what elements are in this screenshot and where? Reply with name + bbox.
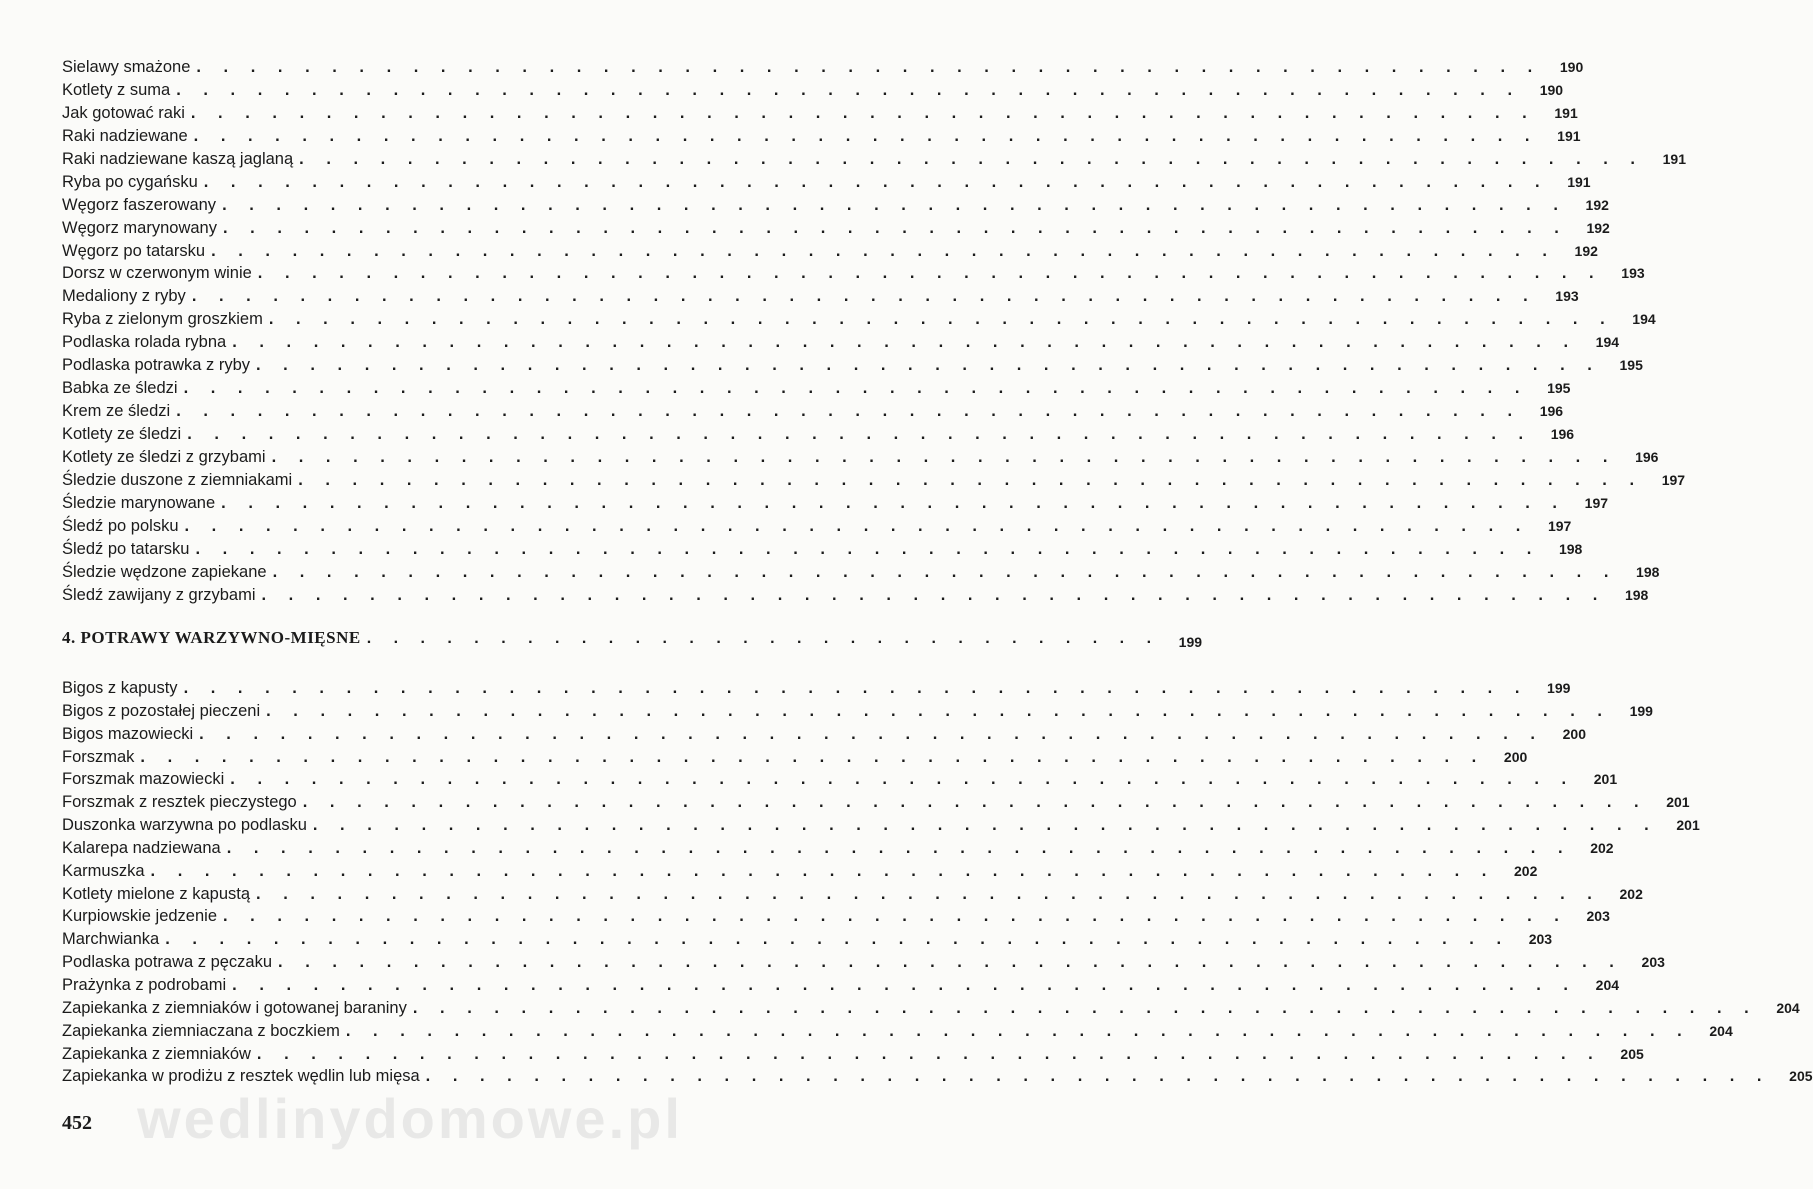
toc-entry	[62, 102, 1578, 125]
dot-leader: . . . . . . . . . . . . . . . . . . . . . . . . . . . . . . . . . . . . . . . . . . . . . . . . . .	[412, 998, 1758, 1017]
toc-entry	[62, 354, 1643, 377]
toc-entry	[62, 469, 1686, 492]
entry-title: Prażynka z podrobami	[62, 975, 227, 994]
toc-entry	[62, 400, 1564, 423]
toc-entry	[62, 584, 1649, 607]
toc-entry	[62, 240, 1598, 263]
toc-entry	[62, 262, 1645, 285]
dot-leader: . . . . . . . . . . . . . . . . . . . . . . . . . . . . . . . . . . . . . . . . . . . . . . . . . .	[190, 103, 1536, 122]
dot-leader: . . . . . . . . . . . . . . . . . . . . . . . . . . . . . . . . . . . . . . . . . . . . . . . . . .	[193, 126, 1539, 145]
dot-leader: . . . . . . . . . . . . . . . . . . . . . . . . . . . . . . . . . . . . . . . . . . . . . . . . . .	[223, 907, 1568, 926]
dot-leader: . . . . . . . . . . . . . . . . . . . . . . . . . . . . . . . . . . . . . . . . . . . . . . . . . .	[266, 701, 1611, 720]
toc-entry	[62, 331, 1620, 354]
dot-leader: . . . . . . . . . . . . . . . . . . . . . . . . . . . . . . . . . . . . . . . . . . . . . . . . . .	[425, 1067, 1771, 1086]
dot-leader: . . . . . . . . . . . . . . . . . . . . . . . . . . . . . . . . . . . . . . . . . . . . . . . . . .	[176, 80, 1522, 99]
dot-leader: . . . . . . . . . . . . . . . . . . . . . . . . . . . . . . . . . . . . . . . . . . . . . . . . . .	[140, 747, 1486, 766]
entry-title: Marchwianka	[62, 930, 160, 949]
dot-leader: . . . . . . . . . . . . . . . . . . . . . . . . . . . . . . . . . . . . . . . . . . . . . . . . . .	[221, 493, 1567, 512]
dot-leader: . . . . . . . . . . . . . . . . . . . . . . . . . . . . . . . . . . . . . . . . . . . . . . . . . .	[256, 884, 1601, 903]
entry-page-number: 204	[1595, 976, 1620, 993]
dot-leader: . . . . . . . . . . . . . . . . . . . . . . . . . . . . . . . . . . . . . . . . . . . . . . . . . .	[268, 310, 1614, 329]
entry-page-number: 197	[1584, 494, 1609, 511]
dot-leader: . . . . . . . . . . . . . . . . . . . . . . . . . . . . . .	[366, 630, 1161, 647]
entry-title: Sielawy smażone	[62, 58, 191, 76]
toc-entry	[62, 446, 1659, 469]
entry-title: Śledzie duszone z ziemniakami	[62, 470, 293, 489]
entry-title: Zapiekanka z ziemniaków i gotowanej baraniny	[62, 998, 407, 1017]
toc-entry	[62, 377, 1571, 400]
dot-leader: . . . . . . . . . . . . . . . . . . . . . . . . . . . . . . . . . . . . . . . . . . . . . . . . . .	[150, 861, 1496, 880]
dot-leader: . . . . . . . . . . . . . . . . . . . . . . . . . . . . . . . . . . . . . . . . . . . . . . . . . .	[226, 838, 1572, 857]
entry-title: Forszmak z resztek pieczystego	[62, 793, 297, 812]
entry-page-number: 197	[1661, 471, 1686, 488]
entry-page-number: 192	[1574, 242, 1598, 259]
dot-leader: . . . . . . . . . . . . . . . . . . . . . . . . . . . . . . . . . . . . . . . . . . . . . . . . . .	[187, 425, 1533, 443]
entry-title: Ryba z zielonym groszkiem	[62, 310, 263, 329]
entry-page-number: 194	[1595, 334, 1620, 351]
entry-title: Forszmak	[62, 747, 135, 766]
dot-leader: . . . . . . . . . . . . . . . . . . . . . . . . . . . . . . . . . . . . . . . . . . . . . . . . . .	[196, 58, 1542, 76]
toc-entry	[62, 951, 1665, 974]
entry-page-number: 190	[1559, 59, 1584, 75]
entry-page-number: 204	[1776, 999, 1800, 1016]
section-heading	[62, 625, 1203, 651]
entry-page-number: 198	[1624, 586, 1649, 603]
entry-title: Węgorz po tatarsku	[62, 241, 206, 260]
section-title: 4. POTRAWY WARZYWNO-MIĘSNE	[62, 628, 361, 647]
toc-entry	[62, 974, 1620, 997]
toc-entry	[62, 746, 1528, 769]
entry-page-number: 200	[1562, 725, 1586, 742]
toc-entry	[62, 171, 1591, 194]
entry-page-number: 191	[1662, 150, 1686, 167]
entry-page-number: 195	[1619, 357, 1643, 374]
toc-entry	[62, 791, 1690, 814]
entry-page-number: 202	[1590, 839, 1614, 856]
dot-leader: . . . . . . . . . . . . . . . . . . . . . . . . . . . . . . . . . . . . . . . . . . . . . . . . . .	[257, 264, 1603, 283]
entry-title: Węgorz faszerowany	[62, 195, 217, 214]
dot-leader: . . . . . . . . . . . . . . . . . . . . . . . . . . . . . . . . . . . . . . . . . . . . . . . . . .	[165, 930, 1511, 949]
dot-leader: . . . . . . . . . . . . . . . . . . . . . . . . . . . . . . . . . . . . . . . . . . . . . . . . . .	[261, 585, 1607, 604]
toc-entry	[62, 515, 1572, 538]
watermark: wedlinydomowe.pl	[137, 1087, 683, 1150]
toc-entry	[62, 677, 1571, 700]
entry-page-number: 191	[1557, 127, 1581, 144]
dot-leader: . . . . . . . . . . . . . . . . . . . . . . . . . . . . . . . . . . . . . . . . . . . . . . . . . .	[271, 447, 1617, 466]
toc-entry	[62, 700, 1653, 723]
dot-leader: . . . . . . . . . . . . . . . . . . . . . . . . . . . . . . . . . . . . . . . . . . . . . . . . . .	[211, 241, 1556, 260]
dot-leader: . . . . . . . . . . . . . . . . . . . . . . . . . . . . . . . . . . . . . . . . . . . . . . . . . .	[345, 1021, 1691, 1040]
dot-leader: . . . . . . . . . . . . . . . . . . . . . . . . . . . . . . . . . . . . . . . . . . . . . . . . . .	[299, 149, 1644, 168]
entry-title: Kalarepa nadziewana	[62, 838, 221, 857]
entry-page-number: 201	[1676, 817, 1700, 834]
toc-entry	[62, 905, 1610, 928]
dot-leader: . . . . . . . . . . . . . . . . . . . . . . . . . . . . . . . . . . . . . . . . . . . . . . . . . .	[195, 539, 1541, 558]
toc-entry	[62, 561, 1660, 584]
section-page-number: 199	[1178, 634, 1203, 650]
toc-list-fish	[62, 56, 1686, 607]
toc-entry	[62, 928, 1553, 951]
dot-leader: . . . . . . . . . . . . . . . . . . . . . . . . . . . . . . . . . . . . . . . . . . . . . . . . . .	[302, 793, 1648, 812]
entry-title: Dorsz w czerwonym winie	[62, 264, 252, 283]
entry-title: Duszonka warzywna po podlasku	[62, 816, 307, 835]
entry-page-number: 192	[1586, 219, 1610, 236]
entry-title: Śledź po polsku	[62, 516, 179, 535]
dot-leader: . . . . . . . . . . . . . . . . . . . . . . . . . . . . . . . . . . . . . . . . . . . . . . . . . .	[312, 816, 1658, 835]
toc-entry	[62, 1020, 1733, 1043]
entry-title: Kurpiowskie jedzenie	[62, 907, 218, 926]
entry-page-number: 194	[1632, 311, 1656, 328]
toc-entry	[62, 308, 1656, 331]
dot-leader: . . . . . . . . . . . . . . . . . . . . . . . . . . . . . . . . . . . . . . . . . . . . . . . . . .	[278, 953, 1623, 972]
entry-page-number: 196	[1539, 403, 1564, 420]
entry-title: Węgorz marynowany	[62, 218, 217, 237]
entry-title: Kotlety mielone z kapustą	[62, 884, 251, 903]
toc-entry	[62, 79, 1564, 102]
page-number: 452	[62, 1112, 92, 1134]
toc-entry	[62, 423, 1575, 446]
dot-leader: . . . . . . . . . . . . . . . . . . . . . . . . . . . . . . . . . . . . . . . . . . . . . . . . . .	[272, 562, 1618, 581]
entry-page-number: 201	[1593, 771, 1618, 788]
dot-leader: . . . . . . . . . . . . . . . . . . . . . . . . . . . . . . . . . . . . . . . . . . . . . . . . . .	[230, 770, 1576, 789]
entry-title: Śledź po tatarsku	[62, 539, 190, 558]
entry-page-number: 191	[1567, 173, 1591, 190]
entry-title: Kotlety ze śledzi	[62, 425, 182, 443]
entry-title: Bigos z kapusty	[62, 679, 178, 697]
toc-entry	[62, 148, 1686, 171]
dot-leader: . . . . . . . . . . . . . . . . . . . . . . . . . . . . . . . . . . . . . . . . . . . . . . . . . .	[183, 679, 1529, 697]
toc-entry	[62, 883, 1643, 906]
entry-page-number: 196	[1550, 426, 1575, 442]
entry-page-number: 190	[1539, 81, 1564, 98]
entry-title: Podlaska potrawka z ryby	[62, 356, 251, 375]
toc-entry	[62, 837, 1614, 860]
toc-entry	[62, 997, 1800, 1020]
entry-page-number: 199	[1547, 680, 1571, 696]
toc-entry	[62, 492, 1609, 515]
entry-title: Ryba po cygańsku	[62, 172, 198, 191]
toc-entry	[62, 723, 1586, 746]
entry-title: Medaliony z ryby	[62, 287, 186, 306]
entry-page-number: 204	[1709, 1022, 1733, 1039]
entry-page-number: 191	[1554, 104, 1578, 121]
toc-entry	[62, 538, 1583, 561]
toc-list-meat-veg	[62, 677, 1813, 1088]
entry-page-number: 203	[1528, 931, 1553, 948]
entry-title: Zapiekanka w prodiżu z resztek wędlin lub mięsa	[62, 1067, 420, 1086]
dot-leader: . . . . . . . . . . . . . . . . . . . . . . . . . . . . . . . . . . . . . . . . . . . . . . . . . .	[298, 470, 1644, 489]
entry-title: Raki nadziewane	[62, 126, 188, 145]
dot-leader: . . . . . . . . . . . . . . . . . . . . . . . . . . . . . . . . . . . . . . . . . . . . . . . . . .	[183, 379, 1529, 398]
entry-page-number: 193	[1555, 288, 1579, 305]
entry-title: Podlaska potrawa z pęczaku	[62, 953, 273, 972]
dot-leader: . . . . . . . . . . . . . . . . . . . . . . . . . . . . . . . . . . . . . . . . . . . . . . . . . .	[184, 516, 1530, 535]
entry-page-number: 195	[1547, 380, 1571, 397]
entry-page-number: 203	[1586, 908, 1610, 925]
entry-page-number: 193	[1621, 265, 1645, 282]
dot-leader: . . . . . . . . . . . . . . . . . . . . . . . . . . . . . . . . . . . . . . . . . . . . . . . . . .	[222, 195, 1567, 214]
entry-title: Karmuszka	[62, 861, 145, 880]
entry-page-number: 197	[1547, 517, 1572, 534]
toc-entry	[62, 814, 1700, 837]
entry-title: Babka ze śledzi	[62, 379, 178, 398]
toc-entry	[62, 217, 1610, 240]
dot-leader: . . . . . . . . . . . . . . . . . . . . . . . . . . . . . . . . . . . . . . . . . . . . . . . . . .	[222, 218, 1568, 237]
toc-entry	[62, 56, 1584, 79]
entry-title: Bigos mazowiecki	[62, 724, 194, 743]
entry-title: Zapiekanka ziemniaczana z boczkiem	[62, 1021, 340, 1040]
dot-leader: . . . . . . . . . . . . . . . . . . . . . . . . . . . . . . . . . . . . . . . . . . . . . . . . . .	[256, 1044, 1602, 1063]
entry-page-number: 192	[1585, 196, 1609, 213]
entry-page-number: 201	[1666, 794, 1690, 811]
entry-title: Śledzie marynowane	[62, 493, 216, 512]
entry-page-number: 200	[1503, 748, 1528, 765]
dot-leader: . . . . . . . . . . . . . . . . . . . . . . . . . . . . . . . . . . . . . . . . . . . . . . . . . .	[232, 333, 1578, 352]
entry-title: Forszmak mazowiecki	[62, 770, 225, 789]
toc-entry	[62, 194, 1609, 217]
entry-page-number: 203	[1641, 954, 1665, 971]
dot-leader: . . . . . . . . . . . . . . . . . . . . . . . . . . . . . . . . . . . . . . . . . . . . . . . . . .	[256, 356, 1601, 375]
entry-title: Kotlety ze śledzi z grzybami	[62, 447, 266, 466]
entry-title: Kotlety z suma	[62, 80, 171, 99]
entry-title: Zapiekanka z ziemniaków	[62, 1044, 251, 1063]
entry-page-number: 202	[1514, 862, 1538, 879]
entry-title: Śledź zawijany z grzybami	[62, 585, 256, 604]
entry-page-number: 205	[1620, 1045, 1644, 1062]
toc-entry	[62, 768, 1618, 791]
entry-page-number: 198	[1558, 540, 1583, 557]
toc-entry	[62, 860, 1538, 883]
entry-page-number: 205	[1789, 1068, 1813, 1085]
dot-leader: . . . . . . . . . . . . . . . . . . . . . . . . . . . . . . . . . . . . . . . . . . . . . . . . . .	[203, 172, 1549, 191]
toc-entry	[62, 1065, 1813, 1088]
entry-page-number: 198	[1636, 563, 1660, 580]
toc-entry	[62, 125, 1581, 148]
entry-title: Śledzie wędzone zapiekane	[62, 562, 267, 581]
dot-leader: . . . . . . . . . . . . . . . . . . . . . . . . . . . . . . . . . . . . . . . . . . . . . . . . . .	[191, 287, 1537, 306]
toc-entry	[62, 1043, 1644, 1066]
entry-title: Bigos z pozostałej pieczeni	[62, 701, 261, 720]
entry-title: Podlaska rolada rybna	[62, 333, 227, 352]
dot-leader: . . . . . . . . . . . . . . . . . . . . . . . . . . . . . . . . . . . . . . . . . . . . . . . . . .	[176, 402, 1522, 421]
entry-title: Krem ze śledzi	[62, 402, 171, 421]
dot-leader: . . . . . . . . . . . . . . . . . . . . . . . . . . . . . . . . . . . . . . . . . . . . . . . . . .	[232, 975, 1578, 994]
dot-leader: . . . . . . . . . . . . . . . . . . . . . . . . . . . . . . . . . . . . . . . . . . . . . . . . . .	[199, 724, 1544, 743]
entry-title: Jak gotować raki	[62, 103, 185, 122]
toc-entry	[62, 285, 1579, 308]
entry-page-number: 199	[1629, 702, 1653, 719]
entry-title: Raki nadziewane kaszą jaglaną	[62, 149, 294, 168]
entry-page-number: 196	[1635, 448, 1659, 465]
entry-page-number: 202	[1619, 885, 1643, 902]
